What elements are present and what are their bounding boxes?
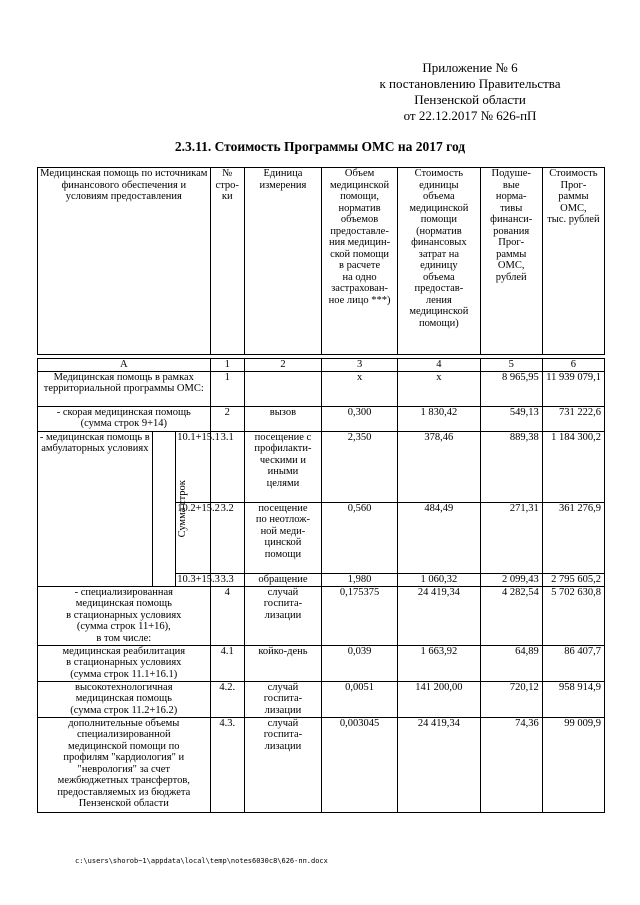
row-per-capita: 2 099,43 xyxy=(480,573,542,586)
row-per-capita: 889,38 xyxy=(480,431,542,502)
row-per-capita: 4 282,54 xyxy=(480,586,542,645)
row-volume: 0,003045 xyxy=(322,717,398,812)
row-total-cost: 11 939 079,1 xyxy=(542,371,604,406)
row-unit xyxy=(244,371,321,406)
row-total-cost: 86 407,7 xyxy=(542,645,604,681)
row-label: - скорая медицинская помощь (сумма строк 9+14) xyxy=(38,406,211,431)
row-unit: посещение по неотлож- ной меди- цинской помощи xyxy=(244,502,321,573)
row-number: 4.2. xyxy=(210,681,244,717)
row-label: медицинская реабилитация в стационарных условиях (сумма строк 11.1+16.1) xyxy=(38,645,211,681)
row-number: 4.1 xyxy=(210,645,244,681)
row-unit-cost: х xyxy=(398,371,481,406)
row-number: 4.3. xyxy=(210,717,244,812)
row-total-cost: 958 914,9 xyxy=(542,681,604,717)
row-unit-cost: 24 419,34 xyxy=(398,586,481,645)
row-per-capita: 74,36 xyxy=(480,717,542,812)
table-row xyxy=(38,681,605,717)
row-volume: 0,039 xyxy=(322,645,398,681)
table-row xyxy=(38,371,605,406)
index-cell: 1 xyxy=(210,359,244,372)
index-cell: А xyxy=(38,359,211,372)
table-row xyxy=(38,431,605,502)
row-unit-cost: 484,49 xyxy=(398,502,481,573)
row-unit-cost: 24 419,34 xyxy=(398,717,481,812)
table-row xyxy=(38,645,605,681)
table-row xyxy=(38,717,605,812)
row-number: 1 xyxy=(210,371,244,406)
appendix-region: Пензенской области xyxy=(414,92,526,107)
row-volume: 1,980 xyxy=(322,573,398,586)
sum-of-rows-vertical-label xyxy=(152,431,188,586)
row-volume: 2,350 xyxy=(322,431,398,502)
index-cell: 4 xyxy=(398,359,481,372)
header-volume: Объем медицинской помощи, норматив объемов предоставле- ния медицин- ской помощи в расчете на одно застрахован- ное лицо ***) xyxy=(322,168,398,355)
header-per-capita: Подуше- вые норма- тивы финанси- рования Прог- раммы ОМС, рублей xyxy=(480,168,542,355)
appendix-title: Приложение № 6 xyxy=(422,60,518,75)
sum-rows-ref: 10.1+15.1 xyxy=(176,431,210,502)
row-volume: 0,175375 xyxy=(322,586,398,645)
row-unit-cost: 1 830,42 xyxy=(398,406,481,431)
row-unit: посещение с профилакти- ческими и иными целями xyxy=(244,431,321,502)
row-total-cost: 1 184 300,2 xyxy=(542,431,604,502)
appendix-header xyxy=(340,60,600,124)
row-per-capita: 271,31 xyxy=(480,502,542,573)
row-volume: 0,0051 xyxy=(322,681,398,717)
cost-table xyxy=(37,167,605,813)
row-per-capita: 720,12 xyxy=(480,681,542,717)
header-row-number: № стро- ки xyxy=(210,168,244,355)
row-volume: х xyxy=(322,371,398,406)
index-cell: 5 xyxy=(480,359,542,372)
file-path-footer: c:\users\shorob~1\appdata\local\temp\notes6030c8\626-пп.docx xyxy=(75,857,328,865)
appendix-date: от 22.12.2017 № 626-пП xyxy=(403,108,537,123)
table-row xyxy=(38,586,605,645)
row-per-capita: 8 965,95 xyxy=(480,371,542,406)
row-number: 4 xyxy=(210,586,244,645)
index-cell: 2 xyxy=(244,359,321,372)
row-unit-cost: 1 060,32 xyxy=(398,573,481,586)
row-number: 3.3 xyxy=(210,573,244,586)
row-unit: обращение xyxy=(244,573,321,586)
header-total-cost: Стоимость Прог- раммы ОМС, тыс. рублей xyxy=(542,168,604,355)
ambulatory-label: - медицинская помощь в амбулаторных условиях xyxy=(38,431,153,586)
row-volume: 0,300 xyxy=(322,406,398,431)
appendix-decree: к постановлению Правительства xyxy=(379,76,561,91)
row-total-cost: 731 222,6 xyxy=(542,406,604,431)
row-label: дополнительные объемы специализированной медицинской помощи по профилям "кардиология" и "неврология" за счет межбюджетных трансфертов, предоставляемых из бюджета Пензенской области xyxy=(38,717,211,812)
row-number: 3.1 xyxy=(210,431,244,502)
row-per-capita: 549,13 xyxy=(480,406,542,431)
row-unit-cost: 1 663,92 xyxy=(398,645,481,681)
index-cell: 3 xyxy=(322,359,398,372)
row-unit: койко-день xyxy=(244,645,321,681)
section-heading: 2.3.11. Стоимость Программы ОМС на 2017 год xyxy=(174,139,466,154)
row-total-cost: 5 702 630,8 xyxy=(542,586,604,645)
row-number: 2 xyxy=(210,406,244,431)
row-unit: случай госпита- лизации xyxy=(244,586,321,645)
row-unit-cost: 378,46 xyxy=(398,431,481,502)
row-label: Медицинская помощь в рамках территориальной программы ОМС: xyxy=(38,371,211,406)
row-label: высокотехнологичная медицинская помощь (сумма строк 11.2+16.2) xyxy=(38,681,211,717)
index-cell: 6 xyxy=(542,359,604,372)
header-assistance: Медицинская помощь по источникам финансового обеспечения и условиям предоставления xyxy=(38,168,211,355)
row-per-capita: 64,89 xyxy=(480,645,542,681)
header-unit: Единица измерения xyxy=(244,168,321,355)
row-label: - специализированная медицинская помощь в стационарных условиях (сумма строк 11+16), в том числе: xyxy=(38,586,211,645)
table-row xyxy=(38,406,605,431)
row-unit: случай госпита- лизации xyxy=(244,717,321,812)
header-row xyxy=(38,168,605,355)
header-unit-cost: Стоимость единицы объема медицинской помощи (норматив финансовых затрат на единицу объема предостав- ления медицинской помощи) xyxy=(398,168,481,355)
row-unit: случай госпита- лизации xyxy=(244,681,321,717)
row-total-cost: 361 276,9 xyxy=(542,502,604,573)
row-unit-cost: 141 200,00 xyxy=(398,681,481,717)
sum-rows-ref: 10.2+15.2 xyxy=(176,502,210,573)
index-row xyxy=(38,359,605,372)
row-total-cost: 99 009,9 xyxy=(542,717,604,812)
sum-of-rows-text: Сумма строк xyxy=(176,479,188,538)
row-unit: вызов xyxy=(244,406,321,431)
row-number: 3.2 xyxy=(210,502,244,573)
sum-rows-ref: 10.3+15.3 xyxy=(177,573,220,585)
row-total-cost: 2 795 605,2 xyxy=(542,573,604,586)
row-volume: 0,560 xyxy=(322,502,398,573)
